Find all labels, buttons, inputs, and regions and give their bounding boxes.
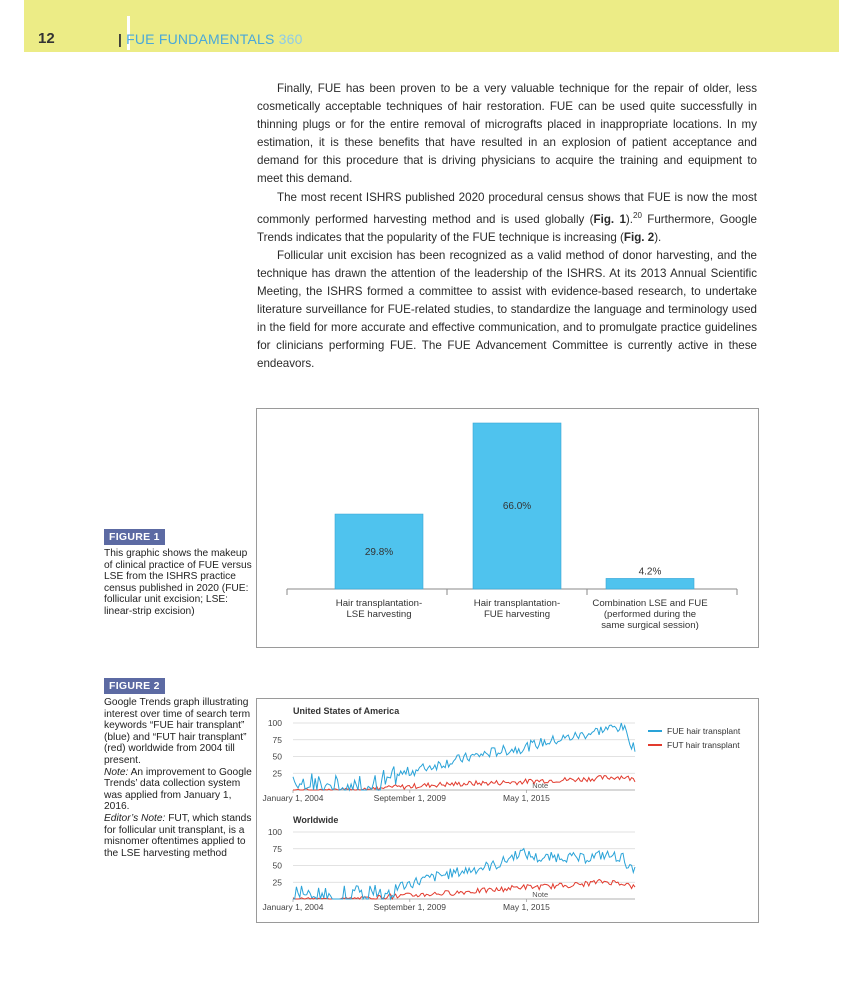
paragraph-1: Finally, FUE has been proven to be a very valuable technique for the repair of older, less cosmetically acceptable techniques of hair restoration. FUE can be used quite successfully in thinning plugs or for the entire removal of micrografts placed in inappropriate locations. In my estimation, it is these benefits that have resulted in an explosion of patient acceptance and demand for this procedure that is driving physicians to acquire the training and equipment to meet this demand. xyxy=(257,82,757,186)
figure-1-caption: This graphic shows the makeup of clinical practice of FUE versus LSE from the ISHRS practice census published in 2020 (FUE: follicular unit excision; LSE: linear-strip excision) xyxy=(104,548,252,617)
y-tick-label: 50 xyxy=(272,751,282,762)
figure-2-note-text: An improvement to Google Trends’ data collection system was applied from January 1, 2016. xyxy=(104,766,252,813)
category-label: Hair transplantation- xyxy=(473,598,561,609)
fig2-reference: Fig. 2 xyxy=(623,230,655,244)
paragraph-2-text-b: ). xyxy=(625,212,634,226)
bar xyxy=(606,578,694,589)
figure-1-chart-frame xyxy=(256,408,759,648)
fut-series-line xyxy=(293,776,635,790)
figure-2-note-label: Note: xyxy=(104,766,129,778)
x-tick-label: May 1, 2015 xyxy=(503,793,550,803)
y-tick-label: 25 xyxy=(272,768,282,779)
figure-2-editor-label: Editor’s Note: xyxy=(104,812,166,824)
paragraph-2-text-a: The most recent ISHRS published 2020 procedural census shows that FUE is now the most commonly performed harvesting method and is used globally ( xyxy=(257,190,757,226)
category-label: Hair transplantation- xyxy=(335,598,423,609)
category-label: FUE harvesting xyxy=(483,609,551,620)
paragraph-3: Follicular unit excision has been recognized as a valid method of donor harvesting, and the technique has drawn the attention of the leadership of the ISHRS. At its 2013 Annual Scientific Meeting, the ISHRS formed a committee to assist with evidence-based research, to undertake literature surveillance for FUE-related studies, to standardize the language and terminology used in the field for more accurate and effective communication, and to promulgate practice guidelines for clinicians performing FUE. The FUE Advancement Committee is currently active in these endeavors. xyxy=(257,248,757,371)
page-number: 12 xyxy=(38,30,55,47)
fue-series-line xyxy=(293,849,635,899)
category-label: (performed during the xyxy=(603,609,697,620)
figure-2-chart-frame xyxy=(256,698,759,923)
category-label: same surgical session) xyxy=(601,620,699,631)
x-tick-label: May 1, 2015 xyxy=(503,902,550,912)
category-label: LSE harvesting xyxy=(346,609,412,620)
running-title-bar: | xyxy=(118,31,123,47)
y-tick-label: 50 xyxy=(272,860,282,871)
category-label: Combination LSE and FUE xyxy=(592,598,708,609)
citation-superscript: 20 xyxy=(633,210,642,220)
panel-title: United States of America xyxy=(293,706,400,716)
bar-chart xyxy=(257,409,758,647)
y-tick-label: 75 xyxy=(272,843,282,854)
note-marker: Note xyxy=(532,781,549,790)
data-label: 29.8% xyxy=(364,547,394,559)
y-tick-label: 100 xyxy=(267,827,282,837)
paragraph-2-text-c: Furthermore, Google Trends indicates that the popularity of the FUE technique is increasing ( xyxy=(257,212,757,244)
panel-title: Worldwide xyxy=(293,815,339,825)
note-marker: Note xyxy=(532,890,549,899)
figure-2-caption xyxy=(104,697,254,859)
fig1-reference: Fig. 1 xyxy=(593,212,626,226)
figure-2-caption-main: Google Trends graph illustrating interest over time of search term keywords “FUE hair transplant” (blue) and “FUT hair transplant” (red) worldwide from 2004 till present. xyxy=(104,697,251,766)
x-tick-label: September 1, 2009 xyxy=(373,902,446,912)
body-text xyxy=(257,80,757,373)
paragraph-2-text-d: ). xyxy=(654,230,662,244)
figure-1-label: FIGURE 1 xyxy=(104,529,165,545)
running-title-number: 360 xyxy=(278,31,303,47)
figure-2-editor-text: FUT, which stands for follicular unit transplant, is a misnomer oftentimes applied to the LSE harvesting method xyxy=(104,812,252,859)
running-title xyxy=(118,31,303,47)
data-label: 4.2% xyxy=(638,566,662,578)
y-tick-label: 75 xyxy=(272,734,282,745)
x-tick-label: January 1, 2004 xyxy=(262,902,324,912)
paragraph-2 xyxy=(257,189,757,247)
running-title-text: FUE FUNDAMENTALS xyxy=(126,31,275,47)
y-tick-label: 100 xyxy=(267,718,282,728)
trends-chart xyxy=(257,699,758,922)
y-tick-label: 25 xyxy=(272,877,282,888)
legend-label: FUT hair transplant xyxy=(667,740,740,750)
x-tick-label: January 1, 2004 xyxy=(262,793,324,803)
legend-label: FUE hair transplant xyxy=(667,726,741,736)
data-label: 66.0% xyxy=(502,501,532,512)
figure-2-label: FIGURE 2 xyxy=(104,678,165,694)
x-tick-label: September 1, 2009 xyxy=(373,793,446,803)
